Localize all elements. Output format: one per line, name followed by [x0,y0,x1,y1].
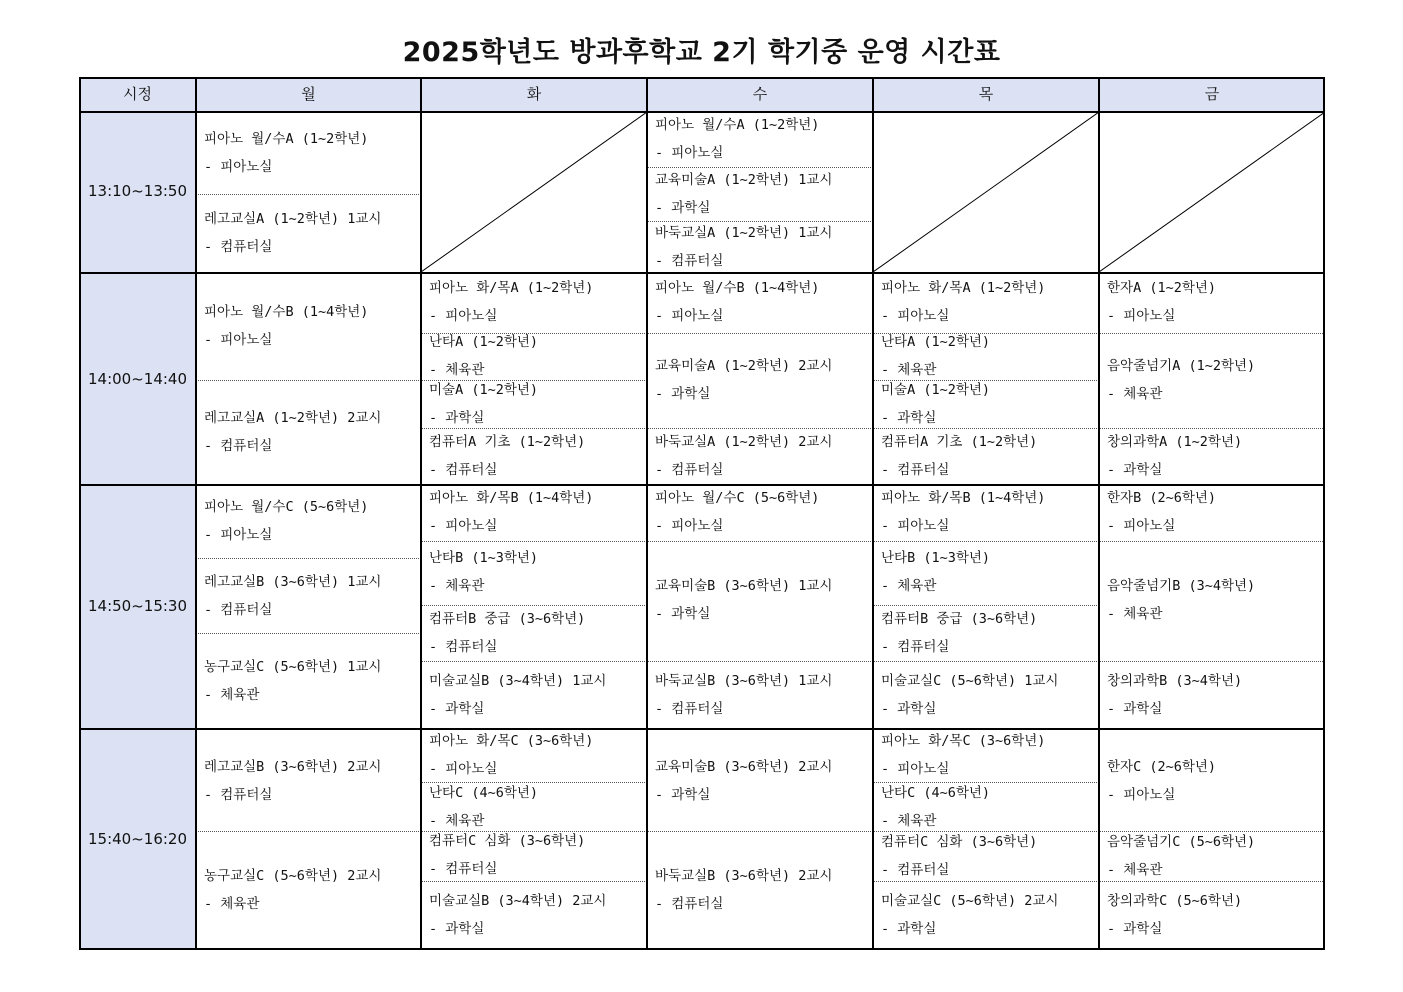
class-entry [204,205,381,261]
class-room: - 과학실 [655,606,711,622]
class-room: - 컴퓨터실 [655,701,724,717]
class-name: 창의과학B (3~4학년) [1107,673,1243,689]
class-entry [429,428,585,484]
class-entry [881,828,1037,884]
empty-cell-slash [873,112,1099,272]
class-name: 컴퓨터C 심화 (3~6학년) [881,834,1038,850]
table-border [79,948,1325,950]
class-entry [429,667,606,723]
class-name: 창의과학A (1~2학년) [1107,434,1243,450]
class-room: - 컴퓨터실 [429,462,498,478]
class-name: 바둑교실A (1~2학년) 2교시 [655,434,833,450]
class-entry [881,376,990,432]
class-name: 피아노 월/수A (1~2학년) [655,117,820,133]
header-mon: 월 [301,85,316,103]
class-name: 교육미술B (3~6학년) 2교시 [655,759,833,775]
class-name: 음악줄넘기B (3~4학년) [1107,578,1256,594]
class-name: 교육미술A (1~2학년) 1교시 [655,172,833,188]
class-name: 난타A (1~2학년) [429,334,539,350]
class-name: 피아노 월/수C (5~6학년) [204,499,369,515]
time-slot-3: 14:50~15:30 [87,597,188,615]
class-room: - 피아노실 [1107,518,1176,534]
cell-divider [421,661,647,662]
class-room: - 피아노실 [655,308,724,324]
cell-divider [1099,541,1325,542]
class-entry [655,219,832,275]
class-room: - 체육관 [204,896,260,912]
class-room: - 체육관 [881,578,937,594]
class-entry [655,484,819,540]
class-entry [655,862,832,918]
class-entry [1107,828,1255,884]
class-entry [1107,753,1216,809]
class-room: - 체육관 [881,813,937,829]
class-entry [655,428,832,484]
class-name: 미술교실B (3~4학년) 2교시 [429,893,607,909]
class-room: - 과학실 [655,200,711,216]
class-name: 레고교실A (1~2학년) 1교시 [204,211,382,227]
class-name: 교육미술B (3~6학년) 1교시 [655,578,833,594]
class-entry [429,605,585,661]
class-entry [204,404,381,460]
col-line [420,77,422,950]
class-name: 피아노 월/수C (5~6학년) [655,490,820,506]
table-border [79,77,81,950]
class-room: - 피아노실 [881,308,950,324]
class-room: - 컴퓨터실 [204,602,273,618]
class-entry [655,274,819,330]
class-room: - 피아노실 [429,518,498,534]
row-line [79,728,1325,730]
cell-divider [196,558,421,559]
class-name: 레고교실A (1~2학년) 2교시 [204,410,382,426]
class-room: - 과학실 [655,787,711,803]
class-name: 피아노 화/목C (3~6학년) [881,733,1046,749]
page-title: 2025학년도 방과후학교 2기 학기중 운영 시간표 [402,37,1001,68]
class-entry [881,274,1045,330]
table-border [1323,77,1325,950]
class-room: - 과학실 [429,921,485,937]
class-entry [881,779,990,835]
class-room: - 과학실 [881,410,937,426]
cell-divider [196,633,421,634]
class-name: 교육미술A (1~2학년) 2교시 [655,358,833,374]
class-name: 바둑교실A (1~2학년) 1교시 [655,225,833,241]
class-room: - 과학실 [655,386,711,402]
class-entry [204,125,368,181]
class-entry [429,376,538,432]
class-entry [881,428,1037,484]
class-entry [655,572,832,628]
class-name: 피아노 화/목A (1~2학년) [429,280,594,296]
class-entry [429,887,606,943]
class-room: - 피아노실 [881,761,950,777]
class-room: - 컴퓨터실 [204,239,273,255]
cell-divider [873,661,1099,662]
class-entry [655,753,832,809]
class-entry [429,484,593,540]
class-entry [1107,887,1242,943]
class-room: - 컴퓨터실 [429,861,498,877]
table-border [79,77,1325,79]
class-room: - 피아노실 [655,518,724,534]
class-entry [204,653,381,709]
class-entry [429,544,538,600]
class-room: - 과학실 [429,410,485,426]
class-room: - 피아노실 [204,332,273,348]
class-name: 컴퓨터A 기초 (1~2학년) [881,434,1038,450]
class-entry [881,887,1058,943]
class-name: 레고교실B (3~6학년) 1교시 [204,574,382,590]
class-room: - 컴퓨터실 [655,253,724,269]
class-name: 농구교실C (5~6학년) 2교시 [204,868,382,884]
class-room: - 피아노실 [204,527,273,543]
class-name: 컴퓨터B 중급 (3~6학년) [881,611,1038,627]
class-entry [1107,428,1242,484]
row-line [79,272,1325,274]
class-name: 미술교실C (5~6학년) 1교시 [881,673,1059,689]
class-room: - 체육관 [1107,606,1163,622]
header-thu: 목 [978,85,994,103]
class-entry [1107,352,1255,408]
class-entry [881,484,1045,540]
empty-cell-slash [1099,112,1325,272]
class-room: - 피아노실 [1107,308,1176,324]
header-wed: 수 [752,85,768,103]
class-entry [1107,667,1242,723]
class-room: - 피아노실 [1107,787,1176,803]
col-line [646,77,648,950]
class-entry [204,493,368,549]
class-name: 바둑교실B (3~6학년) 1교시 [655,673,833,689]
class-entry [204,862,381,918]
class-name: 피아노 월/수A (1~2학년) [204,131,369,147]
class-room: - 체육관 [429,578,485,594]
class-name: 음악줄넘기C (5~6학년) [1107,834,1256,850]
class-room: - 컴퓨터실 [655,896,724,912]
class-room: - 피아노실 [881,518,950,534]
class-name: 바둑교실B (3~6학년) 2교시 [655,868,833,884]
cell-divider [873,541,1099,542]
class-name: 피아노 월/수B (1~4학년) [655,280,820,296]
cell-divider [1099,333,1325,334]
cell-divider [196,194,421,195]
class-room: - 과학실 [1107,462,1163,478]
class-name: 한자C (2~6학년) [1107,759,1217,775]
col-line [872,77,874,950]
class-name: 미술A (1~2학년) [429,382,539,398]
cell-divider [421,541,647,542]
class-name: 컴퓨터A 기초 (1~2학년) [429,434,586,450]
time-slot-4: 15:40~16:20 [87,830,188,848]
col-line [1098,77,1100,950]
class-entry [1107,572,1255,628]
class-name: 한자A (1~2학년) [1107,280,1217,296]
class-entry [655,352,832,408]
class-room: - 컴퓨터실 [881,639,950,655]
class-name: 난타B (1~3학년) [881,550,991,566]
cell-divider [647,333,873,334]
class-entry [1107,484,1216,540]
cell-divider [647,541,873,542]
header-period: 시정 [123,85,152,103]
class-name: 미술교실C (5~6학년) 2교시 [881,893,1059,909]
class-room: - 피아노실 [429,761,498,777]
timetable [79,77,1325,950]
class-room: - 과학실 [881,701,937,717]
cell-divider [647,831,873,832]
class-name: 창의과학C (5~6학년) [1107,893,1243,909]
class-room: - 컴퓨터실 [429,639,498,655]
class-room: - 컴퓨터실 [204,438,273,454]
empty-cell-slash [421,112,647,272]
class-entry [204,568,381,624]
class-name: 미술A (1~2학년) [881,382,991,398]
class-name: 난타C (4~6학년) [429,785,539,801]
class-entry [429,274,593,330]
class-entry [429,827,585,883]
row-line [79,111,1325,113]
class-room: - 체육관 [1107,386,1163,402]
class-entry [655,667,832,723]
class-room: - 컴퓨터실 [881,462,950,478]
class-room: - 체육관 [429,362,485,378]
class-entry [204,753,381,809]
class-room: - 체육관 [204,687,260,703]
row-line [79,484,1325,486]
class-room: - 피아노실 [204,159,273,175]
class-room: - 피아노실 [429,308,498,324]
class-entry [881,605,1037,661]
time-slot-2: 14:00~14:40 [87,370,188,388]
header-fri: 금 [1204,85,1220,103]
class-room: - 체육관 [429,813,485,829]
class-entry [881,667,1058,723]
cell-divider [1099,661,1325,662]
class-name: 피아노 화/목A (1~2학년) [881,280,1046,296]
class-name: 난타A (1~2학년) [881,334,991,350]
class-name: 피아노 화/목B (1~4학년) [429,490,594,506]
class-entry [881,544,990,600]
class-name: 컴퓨터C 심화 (3~6학년) [429,833,586,849]
class-room: - 피아노실 [655,145,724,161]
class-entry [429,727,593,783]
cell-divider [196,831,421,832]
class-room: - 체육관 [1107,862,1163,878]
time-slot-1: 13:10~13:50 [87,182,188,200]
class-name: 피아노 화/목B (1~4학년) [881,490,1046,506]
class-name: 컴퓨터B 중급 (3~6학년) [429,611,586,627]
header-tue: 화 [526,85,542,103]
class-room: - 체육관 [881,362,937,378]
class-room: - 과학실 [881,921,937,937]
class-room: - 과학실 [1107,701,1163,717]
col-line [195,77,197,950]
class-entry [655,111,819,167]
class-room: - 과학실 [429,701,485,717]
class-entry [655,166,832,222]
class-entry [1107,274,1216,330]
class-room: - 컴퓨터실 [881,862,950,878]
cell-divider [196,380,421,381]
class-name: 피아노 화/목C (3~6학년) [429,733,594,749]
cell-divider [647,661,873,662]
class-room: - 과학실 [1107,921,1163,937]
class-name: 농구교실C (5~6학년) 1교시 [204,659,382,675]
class-name: 음악줄넘기A (1~2학년) [1107,358,1256,374]
class-name: 난타B (1~3학년) [429,550,539,566]
class-room: - 컴퓨터실 [204,787,273,803]
class-name: 한자B (2~6학년) [1107,490,1217,506]
class-entry [204,298,368,354]
class-name: 레고교실B (3~6학년) 2교시 [204,759,382,775]
class-name: 미술교실B (3~4학년) 1교시 [429,673,607,689]
class-name: 난타C (4~6학년) [881,785,991,801]
time-column [79,112,196,950]
class-entry [881,727,1045,783]
class-name: 피아노 월/수B (1~4학년) [204,304,369,320]
class-room: - 컴퓨터실 [655,462,724,478]
